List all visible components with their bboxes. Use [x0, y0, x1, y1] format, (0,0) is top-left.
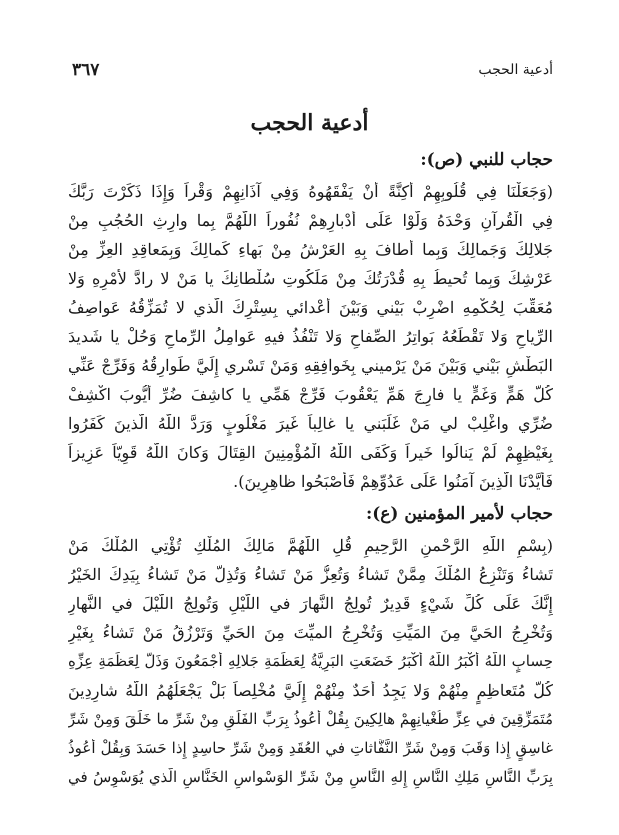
chapter-title: أدعية الحجب — [250, 110, 369, 136]
text-line: مُتَمَزِّقِينَ في عِزِّ طُغْيانِهِمْ هالِكِينَ بِقُلْ أَعُوذُ بِرَبِّ الفَلَقِ مِنْ شَرِّ ما خَلَقَ وَمِنْ شَرِّ — [68, 710, 553, 728]
text-line: غاسِقٍ إِذا وَقَبَ وَمِنْ شَرِّ النَّفَّاثاتِ في العُقَدِ وَمِنْ شَرِّ حاسِدٍ إِذا حَسَدَ وَبِقُلْ أَعُوذُ — [68, 739, 553, 757]
text-line: تَشاءُ وَتَنْزِعُ المُلْكَ مِمَّنْ تَشاءُ وَتُعِزُّ مَنْ تَشاءُ وَتُذِلُّ مَنْ تَشاءُ بِيَدِكَ الخَيْرُ — [68, 565, 553, 584]
text-line: كُلُّ مُتَعاظِمٍ مِنْهُمْ وَلا يَجِدُ أَحَدٌ مِنْهُمْ إِلَيَّ مُخْلِصاً بَلْ يَجْعَلُهُمُ اللَّهُ شارِدِينَ — [68, 681, 553, 700]
text-line: (بِسْمِ اللَّهِ الرَّحْمنِ الرَّحِيمِ قُلِ اللَّهُمَّ مَالِكَ المُلْكِ تُؤْتِي المُلْكَ مَنْ — [68, 536, 553, 555]
text-line: مُعَقِّبَ لِحُكْمِهِ اضْرِبْ بَيْني وَبَيْنَ أَعْدائي بِسِتْرِكَ الَّذي لا تُمَزِّقُهُ عَواصِفُ — [68, 298, 553, 317]
text-line: كُلَّ هَمٍّ وَغَمٍّ يا فارِجَ هَمِّ يَعْقُوبَ فَرِّجْ هَمِّي يا كاشِفَ ضُرِّ أَيُّوبَ اكْشِفْ — [68, 385, 553, 404]
running-head — [72, 60, 553, 84]
text-line: ضُرِّي واغْلِبْ لي مَنْ غَلَبَني يا غالِباً غَيرَ مَغْلُوبٍ وَرَدَّ اللَّهُ الَّذينَ كَفَرُوا — [68, 414, 553, 433]
text-line: البَطْشِ بَيْني وَبَيْنَ مَنْ يَرْميني بِخَوافِقِهِ وَمَنْ تَسْري إِلَيَّ طَوارِقُهُ وَفَرِّجْ عَنِّي — [68, 356, 553, 375]
section-heading-prophet: حجاب للنبي (ص): — [420, 150, 553, 170]
section-heading-amir: حجاب لأمير المؤمنين (ع): — [365, 504, 553, 524]
text-line: فِي الْقُرآنِ وَحْدَهُ وَلَّوْا عَلَى أَدْبارِهِمْ نُفُوراً اللَّهُمَّ بِما وارِثِ الحُجُبِ مِنْ — [68, 211, 553, 230]
text-line: حِسابٍ اللَّهُ أَكْبَرُ اللَّهُ أَكْبَرُ خَضَعَتِ البَرِيَّةُ لِعَظَمَةِ جَلالِهِ أَجْمَعُونَ وَذَلَّ لِعَظَمَةِ عِزِّهِ — [68, 652, 553, 670]
text-line: جَلالِكَ وَجَمالِكَ وَبِما أطافَ بِهِ العَرْشُ مِنْ بَهاءِ كَمالِكَ وَبِمَعاقِدِ العِزِّ مِنْ — [68, 240, 553, 259]
text-line: إِنَّكَ عَلَى كُلِّ شَيْءٍ قَدِيرٌ تُولِجُ النَّهارَ في اللَّيْلِ وَتُولِجُ اللَّيْلَ في النَّهارِ — [68, 594, 553, 613]
running-title: أدعية الحجب — [478, 62, 553, 78]
page-number: ٣٦٧ — [72, 60, 100, 80]
text-line: فَأَيَّدْنَا الَّذِينَ آمَنُوا عَلَى عَدُوِّهِمْ فَأَصْبَحُوا ظاهِرِينَ). — [233, 472, 553, 491]
text-line: وَتُخْرِجُ الحَيَّ مِنَ المَيِّتِ وَتُخْرِجُ الميِّتَ مِنَ الحَيِّ وَتَرْزُقُ مَنْ تَشاءُ بِغَيْرِ — [68, 623, 553, 642]
text-line: الرِّياحِ وَلا تَقْطَعُهُ بَواتِرُ الصِّفاحِ وَلا تَنْفُذُ فيهِ عَوامِلُ الرِّماحِ وَحُلْ يا شَديدَ — [68, 327, 553, 346]
text-line: بِرَبِّ النَّاسِ مَلِكِ النَّاسِ إِلهِ النَّاسِ مِنْ شَرِّ الوَسْواسِ الخَنَّاسِ الَّذي يُوَسْوِسُ في — [68, 768, 553, 786]
text-line: بِغَيْظِهِمْ لَمْ يَنالُوا خَيراً وَكَفَى اللَّهُ الْمُؤْمِنِينَ القِتَالَ وَكانَ اللَّهُ قَوِيّاً عَزِيزاً — [68, 443, 553, 462]
text-line: (وَجَعَلْنَا فِي قُلُوبِهِمْ أَكِنَّةً أَنْ يَفْقَهُوهُ وَفِي آذَانِهِمْ وَقْراً وَإِذَا ذَكَرْتَ رَبَّكَ — [68, 182, 553, 201]
text-line: عَرْشِكَ وَبِما تُحيطُ بِهِ قُدْرَتُكَ مِنْ مَلَكُوتِ سُلْطانِكَ يا مَنْ لا رادَّ لأَمْرِهِ وَلا — [68, 269, 553, 288]
